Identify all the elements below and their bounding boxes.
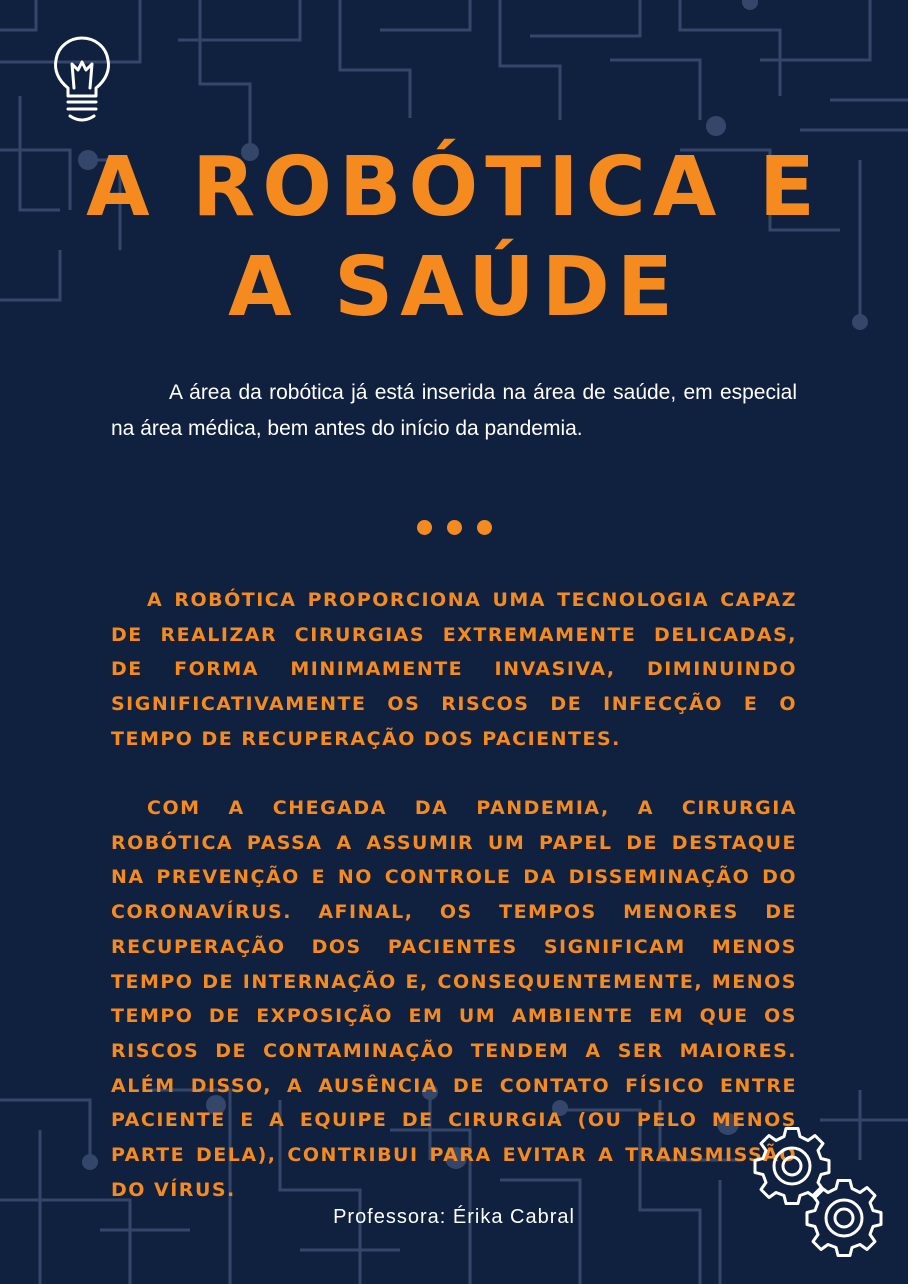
dot-1 [417, 520, 432, 535]
lightbulb-icon [50, 34, 114, 124]
dot-3 [477, 520, 492, 535]
author-credit: Professora: Érika Cabral [333, 1206, 575, 1228]
page-title [0, 138, 908, 338]
dot-2 [447, 520, 462, 535]
gears-icon [748, 1122, 888, 1262]
intro-text: A área da robótica já está inserida na área de saúde, em especial na área médica, bem antes do início da pandemia. [111, 381, 797, 440]
paragraph-robotics: A ROBÓTICA PROPORCIONA UMA TECNOLOGIA CAPAZ DE REALIZAR CIRURGIAS EXTREMAMENTE DELICADAS, DE FORMA MINIMAMENTE INVASIVA, DIMINUINDO SIGNIFICATIVAMENTE OS RISCOS DE INFECÇÃO E O TEMPO DE RECUPERAÇÃO DOS PACIENTES. [111, 589, 797, 750]
paragraph-pandemic: COM A CHEGADA DA PANDEMIA, A CIRURGIA ROBÓTICA PASSA A ASSUMIR UM PAPEL DE DESTAQUE NA PREVENÇÃO E NO CONTROLE DA DISSEMINAÇÃO DO CORONAVÍRUS. AFINAL, OS TEMPOS MENORES DE RECUPERAÇÃO DOS PACIENTES SIGNIFICAM MENOS TEMPO DE INTERNAÇÃO E, CONSEQUENTEMENTE, MENOS TEMPO DE EXPOSIÇÃO EM UM AMBIENTE EM QUE OS RISCOS DE CONTAMINAÇÃO TENDEM A SER MAIORES. ALÉM DISSO, A AUSÊNCIA DE CONTATO FÍSICO ENTRE PACIENTE E A EQUIPE DE CIRURGIA (OU PELO MENOS PARTE DELA), CONTRIBUI PARA EVITAR A TRANSMISSÃO DO VÍRUS. [111, 797, 797, 1201]
separator-dots [416, 520, 496, 538]
title-line-1: A ROBÓTICA E [86, 140, 822, 235]
title-line-2: A SAÚDE [228, 240, 680, 335]
